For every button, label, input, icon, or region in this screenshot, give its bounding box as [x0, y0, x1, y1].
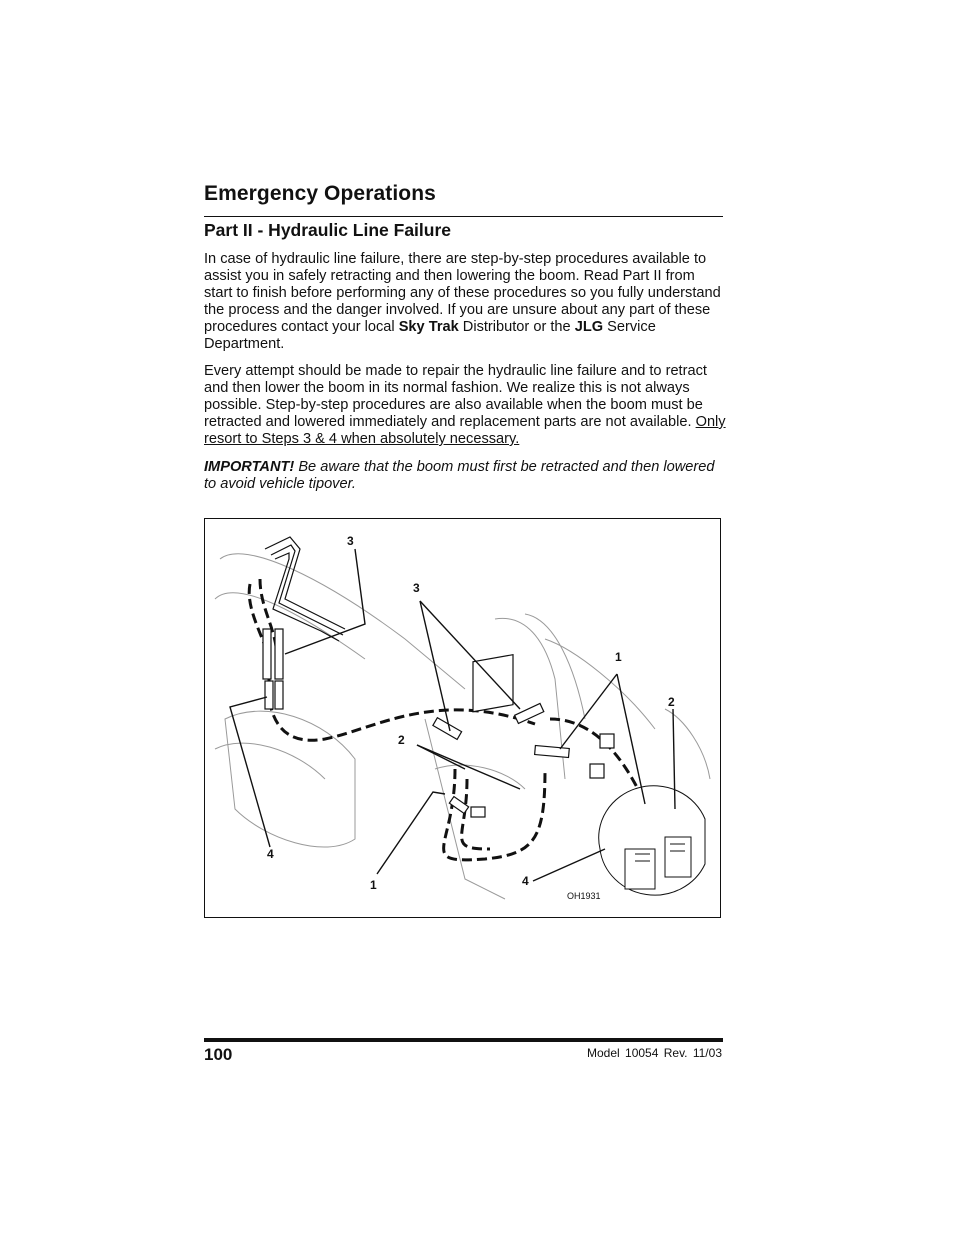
- important-paragraph: [204, 459, 726, 493]
- leader-1a-right: [617, 674, 645, 804]
- title-divider: [204, 216, 723, 217]
- coupler: [535, 746, 570, 758]
- leader-4a: [230, 697, 270, 847]
- section-title: Part II - Hydraulic Line Failure: [204, 220, 452, 240]
- callout-3: 3: [347, 534, 354, 548]
- page-title: Emergency Operations: [204, 182, 436, 205]
- leader-2a-right: [417, 745, 520, 789]
- callout-4: 4: [522, 874, 529, 888]
- intro-text-3: Service Department.: [204, 319, 656, 352]
- intro-text-2: Distributor or the: [458, 319, 575, 335]
- bracket: [590, 764, 604, 778]
- leader-3a: [285, 549, 365, 654]
- coupler: [263, 629, 271, 679]
- intro-paragraph: [204, 251, 726, 353]
- coupler: [265, 681, 273, 709]
- leader-1b: [377, 792, 445, 874]
- leader-3b-right: [420, 601, 520, 709]
- steps-warning: Only resort to Steps 3 & 4 when absolutely necessary.: [204, 414, 726, 447]
- callout-1: 1: [370, 878, 377, 892]
- valve-block: [473, 655, 513, 712]
- coupler: [471, 807, 485, 817]
- callout-2: 2: [398, 733, 405, 747]
- detail-inset: [599, 786, 705, 895]
- page-number: 100: [204, 1045, 233, 1064]
- hydraulic-illustration: [205, 519, 721, 918]
- intro-text-1: In case of hydraulic line failure, there are step-by-step procedures available to assist you in safely retracting and then lowering the boom. Read Part II from start to finish before performing any of these procedures so you fully understand the process and the danger involved. If you are unsure about any part of these procedures contact your local: [204, 251, 721, 335]
- coupler: [275, 629, 283, 679]
- metal-tubes: [265, 537, 345, 641]
- callout-2: 2: [668, 695, 675, 709]
- callout-1: 1: [615, 650, 622, 664]
- footer-divider: [204, 1038, 723, 1042]
- brand-sky-trak: Sky Trak: [398, 319, 459, 335]
- hydraulic-diagram: [204, 518, 721, 918]
- callout-4: 4: [267, 847, 274, 861]
- repair-paragraph: [204, 363, 726, 448]
- leader-4b: [533, 849, 605, 881]
- important-label: IMPORTANT!: [204, 459, 295, 475]
- brand-jlg: JLG: [574, 319, 604, 335]
- coupler: [515, 703, 544, 723]
- coupler: [275, 681, 283, 709]
- figure-code: OH1931: [567, 891, 601, 901]
- repair-text: Every attempt should be made to repair the hydraulic line failure and to retract and then lower the boom in its normal fashion. We realize this is not always possible. Step-by-step procedures are also available when the boom must be retracted and lowered immediately and replacement parts are not available.: [204, 363, 707, 430]
- bracket: [600, 734, 614, 748]
- important-text: Be aware that the boom must first be retracted and then lowered to avoid vehicle tipover.: [204, 459, 715, 492]
- model-revision: Model 10054 Rev. 11/03: [587, 1046, 722, 1060]
- callout-3: 3: [413, 581, 420, 595]
